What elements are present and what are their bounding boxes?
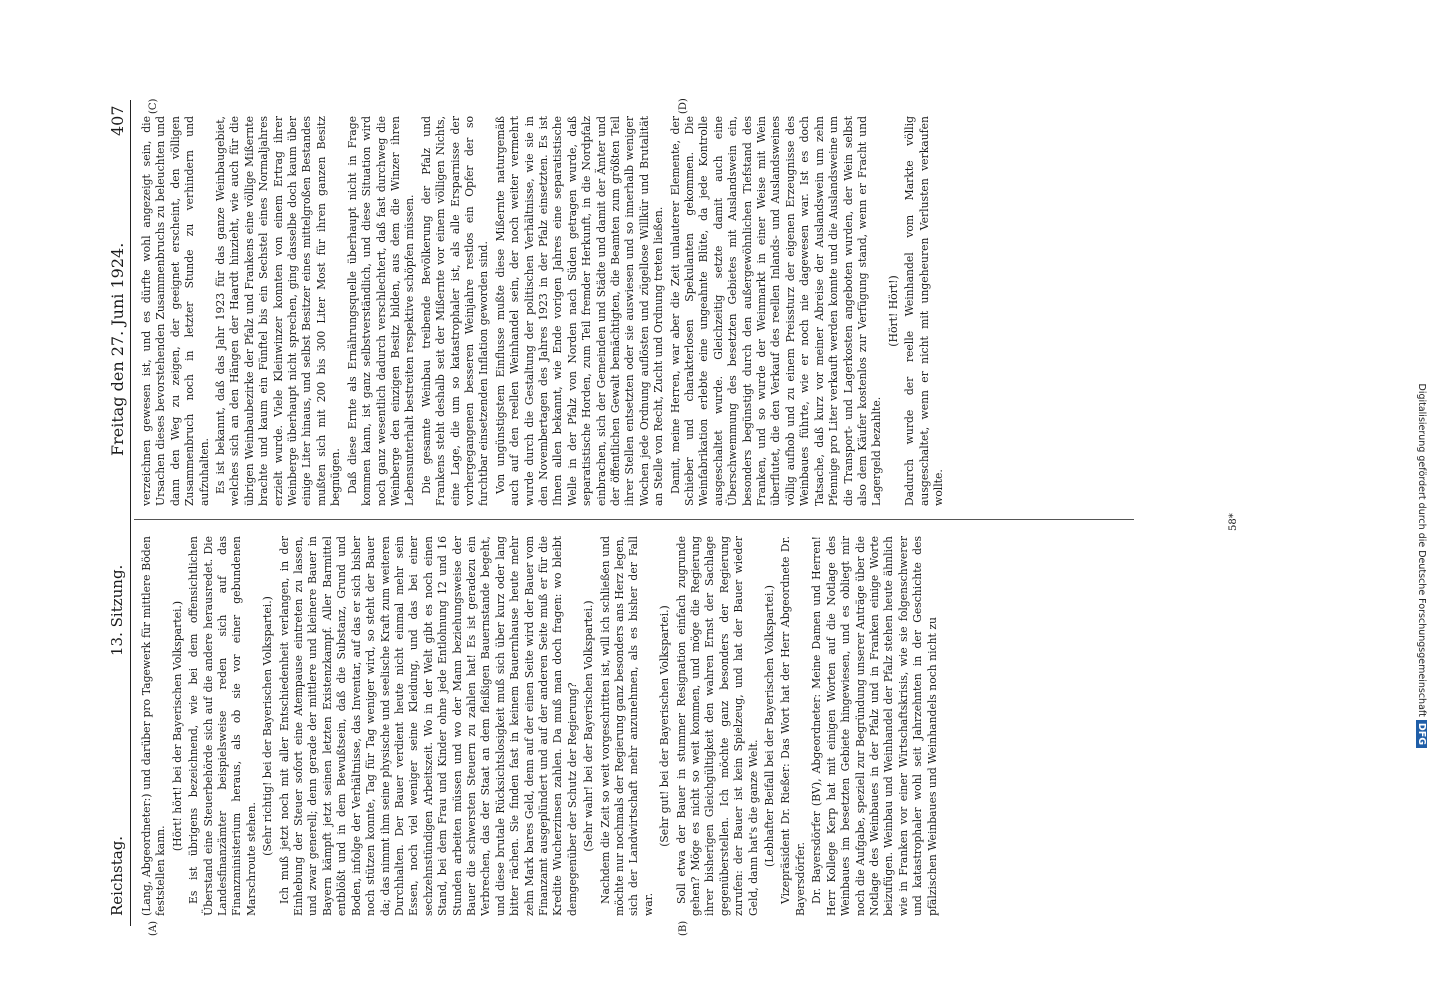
paragraph: (Lang, Abgeordneter:) und darüber pro Tagewerk für mittlere Böden feststellen kann.: [140, 536, 168, 916]
column-divider: [134, 519, 1134, 520]
margin-mark-b: (B): [678, 920, 689, 936]
paragraph: Die gesamte Weinbau treibende Bevölkerung der Pfalz und Frankens steht deshalb seit der Mißernte vor einem völligen Nichts, eine Lage, die um so katastrophaler ist, als alle Ersparnisse der vorhergegangenen besseren Weinjahre restlos ein Opfer der so furchtbar einsetzenden Inflation geworden sind.: [419, 116, 491, 506]
paragraph: Dadurch wurde der reelle Weinhandel vom Markte völlig ausgeschaltet, wenn er nicht mit ungeheuren Verlusten verkaufen wollte.: [903, 116, 945, 506]
margin-mark-c: (C): [148, 98, 159, 114]
margin-mark-a: (A): [148, 920, 159, 936]
interjection: (Hört! hört! bei der Bayerischen Volkspartei.): [170, 600, 184, 852]
header-left: Reichstag.: [108, 835, 126, 916]
paragraph: Vizepräsident Dr. Rießer: Das Wort hat der Herr Abgeordnete Dr. Bayersdörfer.: [779, 536, 807, 916]
paragraph: Es ist bekannt, daß das Jahr 1923 für das ganze Weinbaugebiet, welches sich an den Hängen der Haardt hinzieht, wie auch für die übrigen Weinbaubezirke der Pfalz und Frankens eine völlige Mißernte brachte und kaum ein Fünftel bis ein Sechstel eines Normaljahres erzielt wurde. Viele Kleinwinzer konnten von einem Ertrag ihrer Weinberge überhaupt nicht sprechen, ging dasselbe doch kaum über einige Liter hinaus, und selbst Besitzer eines mittelgroßen Bestandes mußten sich mit 200 bis 300 Liter Most für ihren ganzen Besitz begnügen.: [214, 116, 343, 506]
paragraph: Dr. Bayersdörfer (BV), Abgeordneter: Meine Damen und Herren! Herr Kollege Kerp hat mit einigen Worten auf die Notlage des Weinbaues im besetzten Gebiete hingewiesen, und es obliegt mir noch die Aufgabe, speziell zur Begründung unserer Anträge über die Notlage des Weinbaues in der Pfalz und in Franken einige Worte beizufügen. Weinbau und Weinhandel der Pfalz stehen heute ähnlich wie in Franken vor einer Wirtschaftskrisis, wie sie folgenschwerer und katastrophaler wohl seit Jahrzehnten in der Geschichte des pfälzischen Weinbaues und Weinhandels noch nicht zu: [810, 536, 939, 916]
header-rule: [130, 100, 131, 926]
rotated-page: [108, 98, 1248, 936]
paragraph: Daß diese Ernte als Ernährungsquelle überhaupt nicht in Frage kommen kann, ist ganz selbstverständlich, und diese Situation wird noch ganz wesentlich dadurch verschlechtert, daß fast durchweg die Weinberge den einzigen Besitz bilden, aus dem die Winzer ihren Lebensunterhalt bestreiten respektive schöpfen müssen.: [345, 116, 417, 506]
interjection: (Sehr richtig! bei der Bayerischen Volkspartei.): [261, 596, 275, 856]
page-header: [108, 100, 128, 926]
digitization-note: Digitalisierung gefördert durch die Deutsche Forschungsgemeinschaft: [1416, 383, 1427, 717]
dfg-logo: DFG: [1416, 720, 1427, 748]
digitization-credit: [1413, 8, 1429, 748]
paragraph: Es ist übrigens bezeichnend, wie bei dem offensichtlichen Überstand eine Steuerbehörde sich auf die andere herausredet. Die Landesfinanzämter beispielsweise reden sich auf das Finanzministerium heraus, als ob sie vor einer gebundenen Marschroute stehen.: [187, 536, 258, 916]
page-content: [108, 98, 1248, 936]
paragraph: Damit, meine Herren, war aber die Zeit unlauterer Elemente, der Schieber und charakterlosen Spekulanten gekommen. Die Weinfabrikation erlebte eine ungeahnte Blüte, da jede Kontrolle ausgeschaltet wurde. Gleichzeitig setzte damit auch eine Überschwemmung des besetzten Gebietes mit Auslandswein ein, besonders begünstigt durch den außergewöhnlichen Tiefstand des Franken, und so wurde der Weinmarkt in einer Weise mit Wein überflutet, die den Verkauf des reellen Inlands- und Auslandsweines völlig aufhob und zu einem Preissturz der eigenen Erzeugnisse des Weinbaues führte, wie er noch nie dagewesen war. Ist es doch Tatsache, daß kurz vor meiner Abreise der Auslandswein um zehn Pfennige pro Liter verkauft werden konnte und die Auslandsweine um die Transport- und Lagerkosten angeboten wurden, der Wein selbst also dem Käufer kostenlos zur Verfügung stand, wenn er Fracht und Lagergeld bezahlte.: [668, 116, 884, 506]
interjection: (Sehr wahr! bei der Bayerischen Volkspartei.): [582, 600, 596, 852]
header-date: Freitag den 27. Juni 1924.: [108, 242, 127, 456]
paragraph: verzeichnen gewesen ist, und es dürfte wohl angezeigt sein, die Ursachen dieses bevorstehenden Zusammenbruchs zu beleuchten und dann den Weg zu zeigen, der geeignet erscheint, den völligen Zusammenbruch noch in letzter Stunde zu verhindern und aufzuhalten.: [140, 116, 211, 506]
interjection: (Sehr gut! bei der Bayerischen Volkspartei.): [658, 605, 672, 847]
folio-number: 58*: [1228, 513, 1239, 531]
paragraph: Von ungünstigstem Einflusse mußte diese Mißernte naturgemäß auch auf den reellen Weinhandel sein, der noch weiter vermehrt wurde durch die Gestaltung der politischen Verhältnisse, wie sie in den Novembertagen des Jahres 1923 in der Pfalz einsetzten. Es ist Ihnen allen bekannt, wie Ende vorigen Jahres eine separatistische Welle in der Pfalz von Norden nach Süden getragen wurde, daß separatistische Horden, zum Teil fremder Herkunft, in die Nordpfalz einbrachen, sich der Gemeinden und Städte und damit der Ämter und der öffentlichen Gewalt bemächtigten, die Beamten zum größten Teil ihrer Stellen entsetzten oder sie auswiesen und so innerhalb weniger Wochen jede Ordnung auflösten und zügellose Willkür und Brutalität an Stelle von Recht, Zucht und Ordnung treten ließen.: [493, 116, 666, 506]
header-session: 13. Sitzung.: [108, 564, 126, 656]
margin-mark-d: (D): [678, 98, 689, 114]
paragraph: Nachdem die Zeit so weit vorgeschritten ist, will ich schließen und möchte nur nochmals der Regierung ganz besonders ans Herz legen, sich der Landwirtschaft mehr anzunehmen, als es bisher der Fall war.: [598, 536, 655, 916]
text-column-right: [140, 116, 1220, 506]
paragraph: Soll etwa der Bauer in stummer Resignation einfach zugrunde gehen? Möge es nicht so weit kommen, und möge die Regierung ihrer bisherigen Gleichgültigkeit den wahren Ernst der Sachlage gegenüberstellen. Ich möchte ganz besonders der Regierung zurufen: der Bauer ist kein Spielzeug, und hat der Bauer wieder Geld, dann hat's die ganze Welt.: [674, 536, 760, 916]
page-number: 407: [108, 105, 127, 136]
paragraph: Ich muß jetzt noch mit aller Entschiedenheit verlangen, in der Einhebung der Steuer sofort eine Atempause eintreten zu lassen, und zwar generell; denn gerade der mittlere und kleinere Bauer in Bayern kämpft jetzt seinen letzten Existenzkampf. Aller Barmittel entblößt und in dem Bewußtsein, daß die Substanz, Grund und Boden, infolge der Verhältnisse, das Inventar, auf das er sich bisher noch stützen konnte, Tag für Tag weniger wird, so steht der Bauer da; das nimmt ihm seine physische und seelische Kraft zum weiteren Durchhalten. Der Bauer verdient heute nicht einmal mehr sein Essen, noch viel weniger seine Kleidung, und das bei einer sechzehnstündigen Arbeitszeit. Wo in der Welt gibt es noch einen Stand, bei dem Frau und Kinder ohne jede Entlohnung 12 und 16 Stunden arbeiten müssen und wo der Mann beziehungsweise der Bauer die schwersten Steuern zu zahlen hat! Es ist geradezu ein Verbrechen, das der Staat an dem fleißigen Bauernstande begeht, und diese brutale Rücksichtslosigkeit muß sich über kurz oder lang bitter rächen. Sie finden fast in keinem Bauernhause heute mehr zehn Mark bares Geld, denn auf der einen Seite wird der Bauer vom Finanzamt ausgeplündert und auf der anderen Seite muß er für die Kredite Wucherzinsen zahlen. Da muß man doch fragen: wo bleibt demgegenüber der Schutz der Regierung?: [277, 536, 579, 916]
interjection: (Lebhafter Beifall bei der Bayerischen Volkspartei.): [763, 585, 777, 867]
text-column-left: [140, 536, 1240, 916]
interjection: (Hört! Hört!): [886, 275, 900, 347]
